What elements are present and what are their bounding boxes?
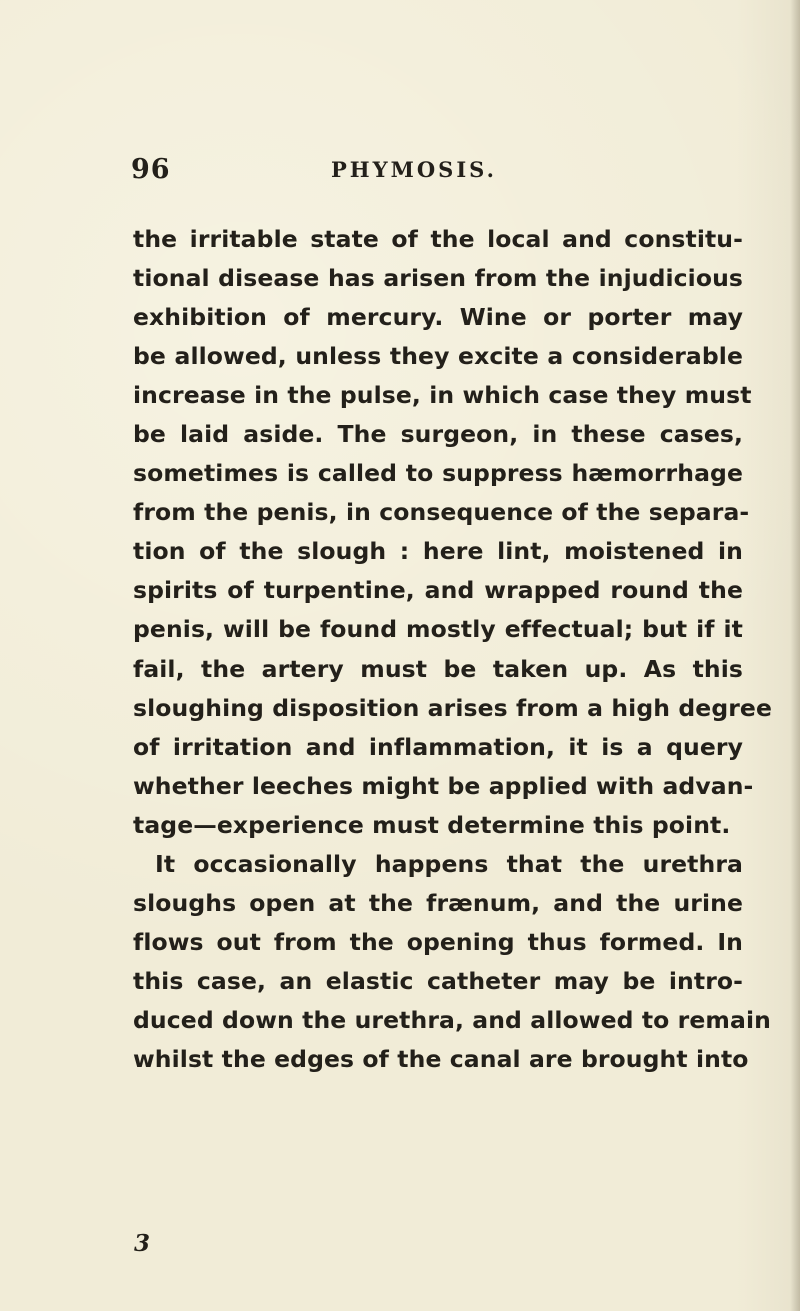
text-line-11: penis, will be found mostly effectual; but if it xyxy=(133,615,743,644)
signature-mark: 3 xyxy=(134,1230,151,1257)
text-line-20: this case, an elastic catheter may be intro- xyxy=(133,966,743,995)
text-line-14: of irritation and inflammation, it is a query xyxy=(133,732,743,761)
text-line-17: It occasionally happens that the urethra xyxy=(155,849,743,878)
text-line-5: increase in the pulse, in which case they must xyxy=(133,381,752,410)
text-line-13: sloughing disposition arises from a high degree xyxy=(133,693,773,722)
text-line-8: from the penis, in consequence of the separa- xyxy=(133,498,750,527)
body-text xyxy=(133,220,773,1079)
page-number: 96 xyxy=(131,154,171,185)
text-line-7: sometimes is called to suppress hæmorrhage xyxy=(133,459,743,488)
text-line-2: tional disease has arisen from the injudicious xyxy=(133,264,743,293)
text-line-21: duced down the urethra, and allowed to remain xyxy=(133,1005,771,1034)
text-line-1: the irritable state of the local and constitu- xyxy=(133,225,743,253)
text-line-3: exhibition of mercury. Wine or porter may xyxy=(133,303,743,332)
text-line-12: fail, the artery must be taken up. As this xyxy=(133,654,743,683)
page-edge-shadow xyxy=(790,0,800,1311)
text-line-22: whilst the edges of the canal are brought into xyxy=(133,1044,749,1073)
text-line-16: tage—experience must determine this point. xyxy=(133,810,731,839)
running-title: PHYMOSIS. xyxy=(331,157,497,182)
text-line-19: flows out from the opening thus formed. In xyxy=(133,927,743,956)
text-line-15: whether leeches might be applied with advan- xyxy=(133,771,754,800)
text-line-6: be laid aside. The surgeon, in these cases, xyxy=(133,420,743,449)
text-line-9: tion of the slough : here lint, moistened in xyxy=(133,537,743,566)
text-line-4: be allowed, unless they excite a considerable xyxy=(133,342,743,371)
text-line-18: sloughs open at the frænum, and the urine xyxy=(133,888,743,917)
text-line-10: spirits of turpentine, and wrapped round the xyxy=(133,576,743,605)
page-header xyxy=(0,154,800,194)
